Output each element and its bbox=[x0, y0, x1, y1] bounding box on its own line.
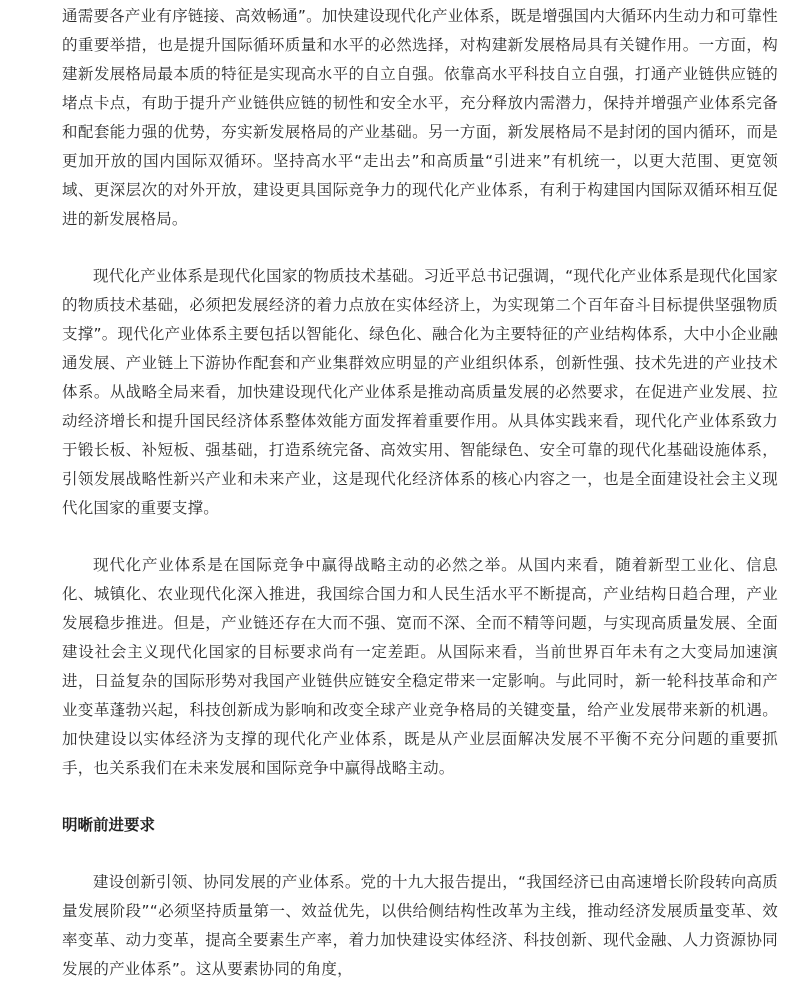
paragraph: 现代化产业体系是现代化国家的物质技术基础。习近平总书记强调，“现代化产业体系是现代化国家的物质技术基础，必须把发展经济的着力点放在实体经济上，为实现第二个百年奋斗目标提供坚强物质支撑”。现代化产业体系主要包括以智能化、绿色化、融合化为主要特征的产业结构体系，大中小企业融通发展、产业链上下游协作配套和产业集群效应明显的产业组织体系，创新性强、技术先进的产业技术体系。从战略全局来看，加快建设现代化产业体系是推动高质量发展的必然要求，在促进产业发展、拉动经济增长和提升国民经济体系整体效能方面发挥着重要作用。从具体实践来看，现代化产业体系致力于锻长板、补短板、强基础，打造系统完备、高效实用、智能绿色、安全可靠的现代化基础设施体系，引领发展战略性新兴产业和未来产业，这是现代化经济体系的核心内容之一，也是全面建设社会主义现代化国家的重要支撑。 bbox=[62, 267, 778, 517]
paragraph-spacer bbox=[62, 783, 778, 811]
paragraph: 建设创新引领、协同发展的产业体系。党的十九大报告提出，“我国经济已由高速增长阶段转向高质量发展阶段”“必须坚持质量第一、效益优先，以供给侧结构性改革为主线，推动经济发展质量变革、效率变革、动力变革，提高全要素生产率，着力加快建设实体经济、科技创新、现代金融、人力资源协同发展的产业体系”。这从要素协同的角度， bbox=[62, 873, 778, 978]
paragraph: 通需要各产业有序链接、高效畅通”。加快建设现代化产业体系，既是增强国内大循环内生动力和可靠性的重要举措，也是提升国际循环质量和水平的必然选择，对构建新发展格局具有关键作用。一方面，构建新发展格局最本质的特征是实现高水平的自立自强。依靠高水平科技自立自强，打通产业链供应链的堵点卡点，有助于提升产业链供应链的韧性和安全水平，充分释放内需潜力，保持并增强产业体系完备和配套能力强的优势，夯实新发展格局的产业基础。另一方面，新发展格局不是封闭的国内循环，而是更加开放的国内国际双循环。坚持高水平“走出去”和高质量“引进来”有机统一，以更大范围、更宽领域、更深层次的对外开放，建设更具国际竞争力的现代化产业体系，有利于构建国内国际双循环相互促进的新发展格局。 bbox=[62, 7, 778, 228]
paragraph-spacer bbox=[62, 523, 778, 551]
paragraph: 现代化产业体系是在国际竞争中赢得战略主动的必然之举。从国内来看，随着新型工业化、信息化、城镇化、农业现代化深入推进，我国综合国力和人民生活水平不断提高，产业结构日趋合理，产业发展稳步推进。但是，产业链还存在大而不强、宽而不深、全而不精等问题，与实现高质量发展、全面建设社会主义现代化国家的目标要求尚有一定差距。从国际来看，当前世界百年未有之大变局加速演进，日益复杂的国际形势对我国产业链供应链安全稳定带来一定影响。与此同时，新一轮科技革命和产业变革蓬勃兴起，科技创新成为影响和改变全球产业竞争格局的关键变量，给产业发展带来新的机遇。加快建设以实体经济为支撑的现代化产业体系，既是从产业层面解决发展不平衡不充分问题的重要抓手，也关系我们在未来发展和国际竞争中赢得战略主动。 bbox=[62, 556, 778, 777]
article-body bbox=[62, 2, 778, 984]
section-heading: 明晰前进要求 bbox=[62, 816, 156, 834]
paragraph-spacer bbox=[62, 234, 778, 262]
paragraph-spacer bbox=[62, 840, 778, 868]
